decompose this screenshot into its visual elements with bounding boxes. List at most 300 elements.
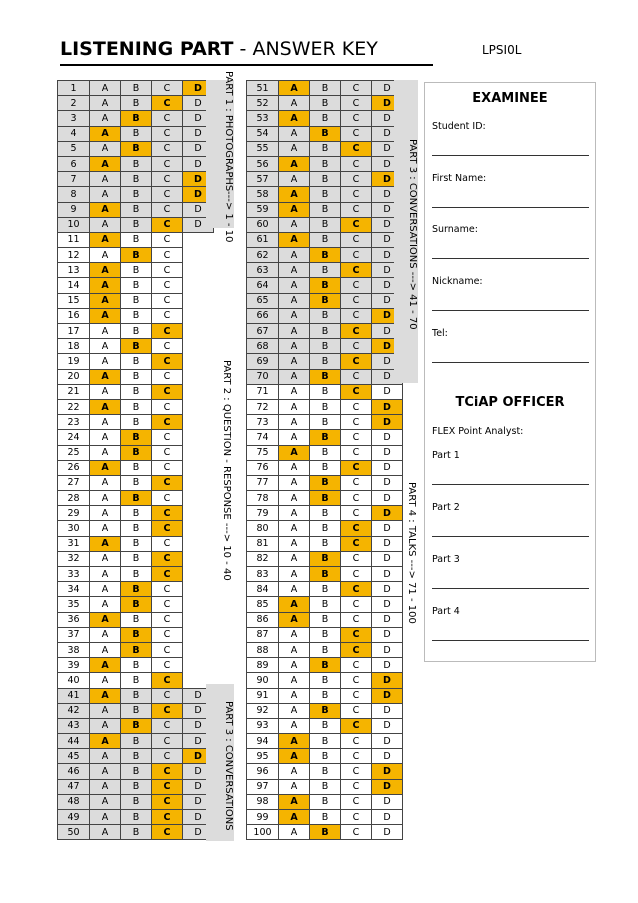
question-number: 30	[58, 521, 90, 536]
choice-b: B	[121, 779, 152, 794]
choice-b: B	[310, 597, 341, 612]
choice-c: C	[341, 734, 372, 749]
question-number: 75	[247, 445, 279, 460]
choice-c: C	[152, 475, 183, 490]
choice-c: C	[152, 688, 183, 703]
choice-a: A	[279, 506, 310, 521]
choice-d: D	[372, 354, 403, 369]
question-number: 20	[58, 369, 90, 384]
choice-b: B	[121, 248, 152, 263]
label-line: PART 1 : PHOTOGRAPHS	[223, 71, 234, 192]
choice-b: B	[310, 764, 341, 779]
choice-c: C	[341, 764, 372, 779]
answer-row	[58, 521, 214, 536]
choice-b: B	[121, 384, 152, 399]
choice-b: B	[310, 673, 341, 688]
choice-b: B	[310, 567, 341, 582]
empty-cell	[183, 339, 214, 354]
choice-a: A	[90, 506, 121, 521]
choice-d: D	[372, 96, 403, 111]
answer-row	[247, 111, 403, 126]
empty-cell	[183, 415, 214, 430]
first-name-line[interactable]	[432, 207, 589, 208]
choice-a: A	[90, 278, 121, 293]
choice-b: B	[121, 460, 152, 475]
question-number: 50	[58, 825, 90, 840]
answer-row	[247, 278, 403, 293]
question-number: 25	[58, 445, 90, 460]
choice-b: B	[310, 187, 341, 202]
answer-row	[58, 582, 214, 597]
choice-a: A	[279, 141, 310, 156]
part2-label: PART 2 : QUESTION - RESPONSE ---> 10 - 40	[221, 359, 232, 581]
choice-a: A	[90, 536, 121, 551]
tel-line[interactable]	[432, 362, 589, 363]
choice-c: C	[341, 673, 372, 688]
choice-c: C	[152, 794, 183, 809]
choice-b: B	[121, 111, 152, 126]
choice-c: C	[341, 354, 372, 369]
answer-row	[247, 460, 403, 475]
choice-d: D	[372, 673, 403, 688]
choice-a: A	[90, 202, 121, 217]
choice-d: D	[372, 825, 403, 840]
choice-c: C	[341, 536, 372, 551]
question-number: 78	[247, 491, 279, 506]
choice-c: C	[152, 521, 183, 536]
choice-d: D	[372, 187, 403, 202]
question-number: 55	[247, 141, 279, 156]
answer-row	[247, 263, 403, 278]
answer-row	[58, 308, 214, 323]
choice-c: C	[341, 627, 372, 642]
choice-a: A	[279, 156, 310, 171]
choice-a: A	[90, 445, 121, 460]
part2-score-line[interactable]	[432, 536, 589, 537]
answer-row	[58, 491, 214, 506]
part4-score-line[interactable]	[432, 640, 589, 641]
choice-a: A	[279, 384, 310, 399]
choice-c: C	[152, 597, 183, 612]
answer-row	[247, 642, 403, 657]
choice-b: B	[310, 81, 341, 96]
choice-a: A	[90, 567, 121, 582]
choice-b: B	[310, 354, 341, 369]
empty-cell	[183, 263, 214, 278]
choice-a: A	[279, 202, 310, 217]
choice-d: D	[372, 430, 403, 445]
choice-b: B	[310, 749, 341, 764]
empty-cell	[183, 384, 214, 399]
question-number: 40	[58, 673, 90, 688]
choice-a: A	[279, 567, 310, 582]
answer-row	[247, 764, 403, 779]
surname-label: Surname:	[432, 224, 478, 235]
choice-b: B	[121, 475, 152, 490]
question-number: 37	[58, 627, 90, 642]
answer-row	[58, 673, 214, 688]
choice-c: C	[152, 536, 183, 551]
choice-a: A	[279, 96, 310, 111]
choice-c: C	[341, 172, 372, 187]
answer-table-left	[57, 80, 214, 840]
answer-row	[58, 263, 214, 278]
choice-d: D	[372, 491, 403, 506]
choice-c: C	[152, 141, 183, 156]
choice-d: D	[372, 126, 403, 141]
question-number: 87	[247, 627, 279, 642]
choice-c: C	[152, 369, 183, 384]
answer-row	[58, 384, 214, 399]
choice-d: D	[372, 536, 403, 551]
question-number: 73	[247, 415, 279, 430]
question-number: 90	[247, 673, 279, 688]
question-number: 58	[247, 187, 279, 202]
choice-a: A	[279, 430, 310, 445]
choice-c: C	[152, 460, 183, 475]
question-number: 86	[247, 612, 279, 627]
answer-row	[247, 703, 403, 718]
choice-a: A	[279, 460, 310, 475]
choice-d: D	[372, 764, 403, 779]
choice-a: A	[279, 445, 310, 460]
answer-row	[247, 597, 403, 612]
choice-b: B	[310, 126, 341, 141]
choice-d: D	[372, 734, 403, 749]
answer-row	[247, 324, 403, 339]
answer-row	[58, 415, 214, 430]
answer-row	[58, 293, 214, 308]
choice-c: C	[341, 126, 372, 141]
choice-a: A	[90, 415, 121, 430]
answer-row	[247, 308, 403, 323]
answer-row	[247, 248, 403, 263]
empty-cell	[183, 475, 214, 490]
choice-b: B	[121, 172, 152, 187]
answer-row	[247, 430, 403, 445]
answer-row	[247, 627, 403, 642]
choice-c: C	[341, 658, 372, 673]
answer-row	[58, 81, 214, 96]
choice-d: D	[372, 749, 403, 764]
choice-b: B	[310, 308, 341, 323]
choice-d: D	[183, 764, 214, 779]
empty-cell	[183, 567, 214, 582]
answer-row	[247, 172, 403, 187]
choice-c: C	[152, 248, 183, 263]
choice-c: C	[152, 642, 183, 657]
choice-c: C	[341, 597, 372, 612]
choice-a: A	[279, 658, 310, 673]
choice-a: A	[279, 703, 310, 718]
choice-d: D	[183, 156, 214, 171]
question-number: 93	[247, 718, 279, 733]
question-number: 89	[247, 658, 279, 673]
empty-cell	[183, 248, 214, 263]
choice-c: C	[341, 96, 372, 111]
choice-b: B	[310, 703, 341, 718]
answer-row	[247, 612, 403, 627]
choice-b: B	[121, 141, 152, 156]
choice-c: C	[152, 430, 183, 445]
choice-a: A	[279, 475, 310, 490]
choice-d: D	[183, 794, 214, 809]
choice-c: C	[341, 794, 372, 809]
choice-b: B	[310, 111, 341, 126]
choice-a: A	[90, 764, 121, 779]
answer-row	[58, 810, 214, 825]
answer-row	[58, 111, 214, 126]
choice-b: B	[310, 339, 341, 354]
answer-row	[58, 688, 214, 703]
choice-d: D	[372, 399, 403, 414]
tel-label: Tel:	[432, 328, 448, 339]
choice-d: D	[372, 415, 403, 430]
answer-row	[58, 354, 214, 369]
choice-b: B	[121, 612, 152, 627]
choice-a: A	[279, 794, 310, 809]
choice-c: C	[152, 187, 183, 202]
empty-cell	[183, 445, 214, 460]
answer-row	[247, 718, 403, 733]
choice-d: D	[183, 172, 214, 187]
answer-row	[58, 703, 214, 718]
choice-b: B	[121, 567, 152, 582]
choice-b: B	[310, 612, 341, 627]
choice-c: C	[341, 567, 372, 582]
answer-row	[58, 794, 214, 809]
choice-c: C	[152, 749, 183, 764]
choice-a: A	[90, 384, 121, 399]
choice-a: A	[90, 141, 121, 156]
empty-cell	[183, 642, 214, 657]
answer-row	[247, 369, 403, 384]
choice-d: D	[372, 202, 403, 217]
answer-row	[58, 749, 214, 764]
part1-score-line[interactable]	[432, 484, 589, 485]
title-rest: - ANSWER KEY	[233, 38, 378, 60]
choice-a: A	[279, 308, 310, 323]
choice-c: C	[152, 491, 183, 506]
answer-row	[247, 475, 403, 490]
choice-c: C	[341, 582, 372, 597]
answer-row	[247, 658, 403, 673]
question-number: 83	[247, 567, 279, 582]
choice-a: A	[90, 172, 121, 187]
empty-cell	[183, 582, 214, 597]
answer-row	[58, 399, 214, 414]
choice-a: A	[279, 248, 310, 263]
choice-c: C	[152, 658, 183, 673]
empty-cell	[183, 536, 214, 551]
choice-c: C	[152, 308, 183, 323]
choice-a: A	[90, 339, 121, 354]
answer-row	[247, 415, 403, 430]
choice-b: B	[121, 187, 152, 202]
student-id-line[interactable]	[432, 155, 589, 156]
question-number: 84	[247, 582, 279, 597]
choice-d: D	[372, 324, 403, 339]
choice-c: C	[152, 445, 183, 460]
choice-a: A	[279, 187, 310, 202]
question-number: 32	[58, 551, 90, 566]
choice-c: C	[341, 779, 372, 794]
answer-row	[247, 491, 403, 506]
question-number: 56	[247, 156, 279, 171]
part1-label	[206, 71, 234, 243]
choice-c: C	[152, 217, 183, 232]
choice-a: A	[90, 749, 121, 764]
choice-a: A	[90, 187, 121, 202]
choice-c: C	[152, 172, 183, 187]
choice-a: A	[279, 688, 310, 703]
answer-row	[247, 779, 403, 794]
choice-a: A	[279, 521, 310, 536]
choice-d: D	[183, 734, 214, 749]
choice-c: C	[152, 506, 183, 521]
choice-c: C	[152, 293, 183, 308]
choice-b: B	[310, 779, 341, 794]
answer-row	[58, 248, 214, 263]
choice-a: A	[90, 779, 121, 794]
choice-a: A	[279, 582, 310, 597]
choice-c: C	[152, 825, 183, 840]
question-number: 94	[247, 734, 279, 749]
choice-b: B	[310, 293, 341, 308]
choice-a: A	[90, 794, 121, 809]
answer-row	[247, 354, 403, 369]
choice-b: B	[310, 582, 341, 597]
part3-score-line[interactable]	[432, 588, 589, 589]
question-number: 82	[247, 551, 279, 566]
choice-d: D	[372, 172, 403, 187]
choice-b: B	[121, 217, 152, 232]
question-number: 39	[58, 658, 90, 673]
choice-b: B	[310, 202, 341, 217]
choice-a: A	[279, 354, 310, 369]
choice-b: B	[121, 582, 152, 597]
choice-a: A	[90, 111, 121, 126]
choice-d: D	[372, 703, 403, 718]
choice-a: A	[279, 764, 310, 779]
choice-d: D	[183, 111, 214, 126]
choice-c: C	[152, 126, 183, 141]
choice-a: A	[90, 582, 121, 597]
question-number: 66	[247, 308, 279, 323]
question-number: 57	[247, 172, 279, 187]
surname-line[interactable]	[432, 258, 589, 259]
choice-a: A	[90, 354, 121, 369]
choice-d: D	[372, 506, 403, 521]
part3b-label: PART 3 : CONVERSATIONS	[206, 684, 234, 841]
question-number: 64	[247, 278, 279, 293]
question-number: 36	[58, 612, 90, 627]
page-title	[60, 38, 378, 60]
question-number: 6	[58, 156, 90, 171]
empty-cell	[183, 658, 214, 673]
choice-b: B	[310, 430, 341, 445]
choice-a: A	[90, 673, 121, 688]
choice-c: C	[341, 445, 372, 460]
test-code: LPSI0L	[482, 43, 522, 57]
question-number: 2	[58, 96, 90, 111]
choice-a: A	[279, 172, 310, 187]
choice-d: D	[372, 612, 403, 627]
empty-cell	[183, 521, 214, 536]
choice-d: D	[183, 81, 214, 96]
choice-b: B	[310, 491, 341, 506]
question-number: 71	[247, 384, 279, 399]
choice-d: D	[183, 688, 214, 703]
choice-a: A	[90, 232, 121, 247]
question-number: 97	[247, 779, 279, 794]
choice-b: B	[310, 96, 341, 111]
choice-b: B	[121, 673, 152, 688]
question-number: 13	[58, 263, 90, 278]
choice-a: A	[279, 749, 310, 764]
choice-c: C	[341, 506, 372, 521]
answer-row	[58, 642, 214, 657]
choice-a: A	[279, 627, 310, 642]
choice-d: D	[372, 475, 403, 490]
choice-b: B	[310, 506, 341, 521]
choice-a: A	[90, 308, 121, 323]
answer-row	[247, 551, 403, 566]
choice-a: A	[90, 612, 121, 627]
choice-c: C	[341, 217, 372, 232]
choice-c: C	[341, 491, 372, 506]
question-number: 95	[247, 749, 279, 764]
choice-a: A	[90, 597, 121, 612]
nickname-line[interactable]	[432, 310, 589, 311]
choice-a: A	[90, 430, 121, 445]
choice-d: D	[183, 96, 214, 111]
choice-c: C	[341, 202, 372, 217]
choice-b: B	[310, 627, 341, 642]
answer-row	[58, 232, 214, 247]
choice-a: A	[90, 460, 121, 475]
choice-a: A	[279, 825, 310, 840]
choice-b: B	[310, 460, 341, 475]
answer-row	[247, 81, 403, 96]
empty-cell	[183, 278, 214, 293]
choice-a: A	[279, 217, 310, 232]
choice-a: A	[279, 232, 310, 247]
choice-d: D	[372, 384, 403, 399]
choice-b: B	[121, 734, 152, 749]
question-number: 1	[58, 81, 90, 96]
choice-d: D	[183, 141, 214, 156]
choice-a: A	[279, 324, 310, 339]
answer-row	[58, 96, 214, 111]
answer-row	[247, 217, 403, 232]
choice-c: C	[152, 202, 183, 217]
choice-b: B	[310, 688, 341, 703]
choice-c: C	[341, 111, 372, 126]
choice-c: C	[341, 278, 372, 293]
empty-cell	[183, 232, 214, 247]
choice-b: B	[121, 718, 152, 733]
choice-b: B	[121, 202, 152, 217]
choice-a: A	[90, 217, 121, 232]
choice-b: B	[121, 430, 152, 445]
choice-c: C	[341, 293, 372, 308]
choice-d: D	[372, 156, 403, 171]
answer-row	[58, 324, 214, 339]
choice-b: B	[121, 399, 152, 414]
question-number: 16	[58, 308, 90, 323]
choice-b: B	[121, 96, 152, 111]
